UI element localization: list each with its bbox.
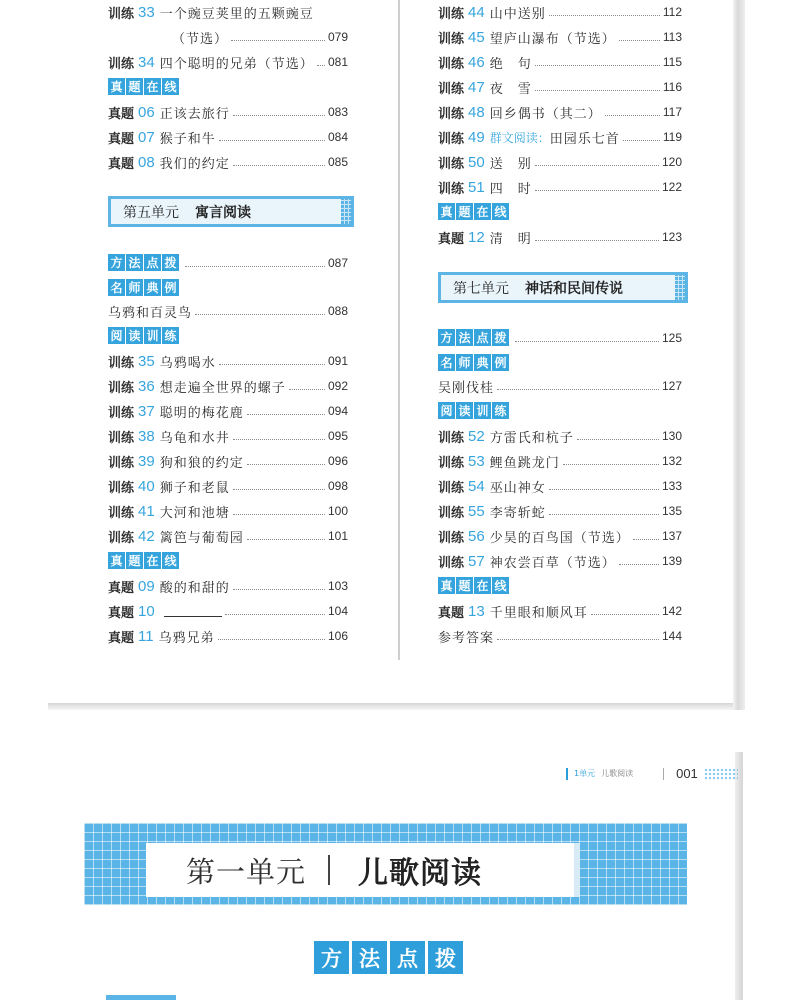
toc-kind: 真题 <box>108 131 135 147</box>
badge-char: 读 <box>456 402 473 419</box>
badge-char: 在 <box>144 552 161 569</box>
toc-kind: 训练 <box>438 56 465 72</box>
unit-heading <box>438 272 688 303</box>
toc-title: 送 别 <box>489 156 532 172</box>
toc-page-number: 135 <box>661 504 682 518</box>
badge-char: 练 <box>492 402 509 419</box>
toc-row <box>108 151 348 173</box>
toc-number: 48 <box>468 103 485 121</box>
leader-dots <box>535 240 659 241</box>
toc-title: 狮子和老鼠 <box>159 480 230 496</box>
toc-row <box>108 525 348 547</box>
toc-number: 09 <box>138 577 155 595</box>
toc-kind: 真题 <box>108 630 135 646</box>
badge-char: 方 <box>438 329 455 346</box>
section-badge-char: 方 <box>314 941 349 974</box>
badge-char: 读 <box>126 327 143 344</box>
toc-row <box>108 400 348 422</box>
badge-char: 方 <box>108 254 125 271</box>
badge-char: 在 <box>474 203 491 220</box>
badge-char: 在 <box>144 78 161 95</box>
leader-dots <box>247 464 325 465</box>
toc-number: 08 <box>138 153 155 171</box>
toc-kind: 真题 <box>108 580 135 596</box>
toc-kind: 训练 <box>108 480 135 496</box>
toc-page-number: 088 <box>327 304 348 318</box>
toc-title: 猴子和牛 <box>159 131 216 147</box>
leader-dots <box>233 439 325 440</box>
toc-kind: 训练 <box>438 530 465 546</box>
toc-page-number: 092 <box>327 379 348 393</box>
toc-title: 聪明的梅花鹿 <box>159 405 244 421</box>
toc-row <box>108 500 348 522</box>
toc-row <box>438 500 682 522</box>
badge-char: 法 <box>456 329 473 346</box>
badge-char: 名 <box>108 279 125 296</box>
toc-kind: 训练 <box>108 405 135 421</box>
toc-page-number: 095 <box>327 429 348 443</box>
toc-title: 少昊的百鸟国（节选） <box>489 530 630 546</box>
toc-title: 酸的和甜的 <box>159 580 230 596</box>
toc-number: 55 <box>468 502 485 520</box>
unit-label: 第一单元 <box>186 854 307 889</box>
toc-title: 四个聪明的兄弟（节选） <box>159 56 314 72</box>
toc-page-number: 081 <box>327 55 348 69</box>
leader-dots <box>619 564 659 565</box>
badge-char: 法 <box>126 254 143 271</box>
toc-row <box>438 450 682 472</box>
badge-char: 题 <box>456 577 473 594</box>
toc-kind: 训练 <box>438 106 465 122</box>
unit-title-divider <box>328 855 330 885</box>
toc-kind: 真题 <box>438 605 465 621</box>
toc-number: 40 <box>138 477 155 495</box>
badge-char: 在 <box>474 577 491 594</box>
badge-char: 真 <box>108 78 125 95</box>
toc-page-number: 127 <box>661 379 682 393</box>
leader-dots <box>225 614 325 615</box>
toc-title: 田园乐七首 <box>549 131 620 147</box>
toc-section-badge <box>438 577 509 597</box>
dot-pattern-icon <box>704 768 738 780</box>
toc-kind: 训练 <box>438 430 465 446</box>
badge-char: 题 <box>126 552 143 569</box>
leader-dots <box>233 589 325 590</box>
badge-char: 真 <box>438 577 455 594</box>
toc-row <box>108 300 348 322</box>
toc-number: 49 <box>468 128 485 146</box>
toc-title: 想走遍全世界的螺子 <box>159 380 286 396</box>
toc-page-number: 116 <box>662 80 682 94</box>
badge-char: 典 <box>474 354 491 371</box>
toc-title: （节选） <box>172 31 229 47</box>
toc-page-number: 098 <box>327 479 348 493</box>
toc-row <box>108 126 348 148</box>
leader-dots <box>231 40 325 41</box>
toc-title: 一个豌豆荚里的五颗豌豆 <box>159 6 314 22</box>
toc-number: 41 <box>138 502 155 520</box>
toc-page-number: 137 <box>661 529 682 543</box>
toc-row <box>438 1 682 23</box>
toc-number: 10 <box>138 602 155 620</box>
toc-section-badge <box>438 402 509 422</box>
leader-dots <box>233 489 325 490</box>
badge-char: 线 <box>162 78 179 95</box>
spread-shadow <box>48 703 744 710</box>
toc-section-badge <box>438 354 509 374</box>
leader-dots <box>497 639 659 640</box>
toc-row <box>438 176 682 198</box>
toc-number: 46 <box>468 53 485 71</box>
toc-title: 乌鸦和百灵鸟 <box>108 305 193 321</box>
toc-row <box>438 425 682 447</box>
toc-kind: 训练 <box>108 505 135 521</box>
grid-pattern-icon <box>341 199 351 224</box>
leader-dots <box>247 414 325 415</box>
toc-row <box>438 151 682 173</box>
toc-page-number: 085 <box>327 155 348 169</box>
toc-row <box>108 450 348 472</box>
toc-kind: 训练 <box>108 455 135 471</box>
toc-number: 44 <box>468 3 485 21</box>
toc-title: 我们的约定 <box>159 156 230 172</box>
section-badge-method-tips <box>314 941 463 974</box>
toc-number: 51 <box>468 178 485 196</box>
badge-char: 例 <box>162 279 179 296</box>
unit-name: 儿歌阅读 <box>358 856 483 891</box>
toc-kind: 训练 <box>438 6 465 22</box>
toc-number: 57 <box>468 552 485 570</box>
book-spine-divider <box>398 0 400 660</box>
toc-kind: 训练 <box>438 131 465 147</box>
toc-page-number: 144 <box>661 629 682 643</box>
header-accent-bar <box>566 768 568 780</box>
leader-dots <box>233 514 325 515</box>
leader-dots <box>317 65 325 66</box>
leader-dots <box>549 15 660 16</box>
toc-section-badge <box>108 279 179 299</box>
toc-kind: 训练 <box>438 31 465 47</box>
toc-group-reading-prefix: 群文阅读： <box>489 130 550 145</box>
badge-char: 典 <box>144 279 161 296</box>
toc-number: 33 <box>138 3 155 21</box>
toc-number: 54 <box>468 477 485 495</box>
leader-dots <box>185 266 325 267</box>
toc-page-number: 122 <box>661 180 682 194</box>
leader-dots <box>563 464 659 465</box>
badge-char: 拨 <box>492 329 509 346</box>
toc-kind: 训练 <box>108 430 135 446</box>
toc-page-number: 125 <box>661 331 682 345</box>
toc-title: 回乡偶书（其二） <box>489 106 602 122</box>
badge-char: 题 <box>456 203 473 220</box>
toc-number: 07 <box>138 128 155 146</box>
badge-char: 点 <box>144 254 161 271</box>
leader-dots <box>219 140 325 141</box>
toc-kind: 训练 <box>438 555 465 571</box>
badge-char: 线 <box>162 552 179 569</box>
leader-dots <box>619 40 660 41</box>
toc-number: 45 <box>468 28 485 46</box>
spread-page-edge <box>733 0 745 710</box>
badge-char: 真 <box>438 203 455 220</box>
toc-section-badge <box>108 78 179 98</box>
toc-title: 篱笆与葡萄园 <box>159 530 244 546</box>
toc-row <box>108 101 348 123</box>
toc-row <box>108 375 348 397</box>
toc-kind: 真题 <box>108 605 135 621</box>
toc-title: 大河和池塘 <box>159 505 230 521</box>
unit-heading <box>108 196 354 227</box>
header-unit-title: 儿歌阅读 <box>601 769 634 778</box>
toc-row <box>438 76 682 98</box>
toc-title: 狗和狼的约定 <box>159 455 244 471</box>
toc-row <box>438 525 682 547</box>
toc-section-badge <box>108 327 179 347</box>
toc-number: 56 <box>468 527 485 545</box>
toc-row <box>438 600 682 622</box>
toc-page-number: 139 <box>661 554 682 568</box>
badge-char: 训 <box>474 402 491 419</box>
toc-number: 52 <box>468 427 485 445</box>
toc-page-number: 083 <box>327 105 348 119</box>
badge-char: 线 <box>492 577 509 594</box>
toc-blank-title <box>164 605 222 617</box>
leader-dots <box>289 389 325 390</box>
toc-number: 50 <box>468 153 485 171</box>
toc-page-number: 130 <box>661 429 682 443</box>
toc-row <box>108 425 348 447</box>
toc-kind: 训练 <box>438 181 465 197</box>
toc-page-number: 132 <box>661 454 682 468</box>
toc-row <box>438 625 682 647</box>
toc-section-badge <box>438 203 509 223</box>
toc-kind: 训练 <box>438 505 465 521</box>
toc-number: 42 <box>138 527 155 545</box>
running-header <box>566 766 738 781</box>
toc-row <box>438 375 682 397</box>
badge-char: 师 <box>456 354 473 371</box>
unit-title-plate <box>146 843 580 897</box>
leader-dots <box>218 639 325 640</box>
leader-dots <box>549 514 659 515</box>
badge-char: 名 <box>438 354 455 371</box>
badge-char: 训 <box>144 327 161 344</box>
leader-dots <box>535 65 660 66</box>
leader-dots <box>633 539 659 540</box>
bottom-accent-strip <box>106 995 176 1000</box>
toc-page-number: 103 <box>327 579 348 593</box>
unit-banner <box>84 823 687 905</box>
badge-char: 师 <box>126 279 143 296</box>
toc-page-number: 142 <box>661 604 682 618</box>
leader-dots <box>591 614 659 615</box>
toc-title: 吴刚伐桂 <box>438 380 495 396</box>
toc-title: 夜 雪 <box>489 81 532 97</box>
leader-dots <box>623 140 660 141</box>
toc-page-number: 096 <box>327 454 348 468</box>
toc-page-number: 123 <box>661 230 682 244</box>
toc-row <box>108 475 348 497</box>
toc-kind: 训练 <box>108 56 135 72</box>
toc-title: 李寄斩蛇 <box>489 505 546 521</box>
toc-title: 方雷氏和杭子 <box>489 430 574 446</box>
leader-dots <box>233 165 325 166</box>
unit-heading-name: 寓言阅读 <box>195 204 251 221</box>
toc-kind: 真题 <box>438 231 465 247</box>
toc-number: 53 <box>468 452 485 470</box>
toc-page-number: 104 <box>327 604 348 618</box>
badge-char: 阅 <box>438 402 455 419</box>
toc-row <box>438 550 682 572</box>
toc-row <box>438 475 682 497</box>
toc-page-number: 115 <box>662 55 682 69</box>
leader-dots <box>577 439 659 440</box>
unit-heading-plate <box>111 199 341 224</box>
toc-row <box>438 51 682 73</box>
toc-title: 神农尝百草（节选） <box>489 555 616 571</box>
leader-dots <box>247 539 325 540</box>
toc-number: 06 <box>138 103 155 121</box>
toc-title: 参考答案 <box>438 630 495 646</box>
toc-kind: 真题 <box>108 106 135 122</box>
toc-number: 37 <box>138 402 155 420</box>
badge-char: 点 <box>474 329 491 346</box>
unit-heading-name: 神话和民间传说 <box>525 280 623 297</box>
toc-page-number: 119 <box>662 130 682 144</box>
badge-char: 练 <box>162 327 179 344</box>
badge-char: 真 <box>108 552 125 569</box>
toc-page-number: 100 <box>327 504 348 518</box>
grid-pattern-icon <box>675 275 685 300</box>
leader-dots <box>515 341 659 342</box>
leader-dots <box>233 115 325 116</box>
toc-number: 13 <box>468 602 485 620</box>
badge-char: 拨 <box>162 254 179 271</box>
toc-page-number: 079 <box>327 30 348 44</box>
toc-page-number: 087 <box>327 256 348 270</box>
toc-number: 35 <box>138 352 155 370</box>
toc-title: 乌龟和水井 <box>159 430 230 446</box>
toc-title: 乌鸦喝水 <box>159 355 216 371</box>
toc-row <box>108 350 348 372</box>
leader-dots <box>535 90 660 91</box>
toc-row <box>108 625 348 647</box>
toc-row <box>438 101 682 123</box>
toc-number: 47 <box>468 78 485 96</box>
toc-page-number: 101 <box>327 529 348 543</box>
badge-char: 阅 <box>108 327 125 344</box>
toc-page-number: 113 <box>662 30 682 44</box>
toc-kind: 训练 <box>438 455 465 471</box>
toc-kind: 训练 <box>108 380 135 396</box>
toc-kind: 训练 <box>108 355 135 371</box>
lesson-page-edge <box>735 752 743 1000</box>
toc-page-number: 112 <box>662 5 682 19</box>
toc-number: 34 <box>138 53 155 71</box>
header-unit: 1单元 <box>574 769 596 778</box>
toc-row <box>108 51 348 73</box>
leader-dots <box>195 314 325 315</box>
leader-dots <box>497 389 659 390</box>
page-number: 001 <box>676 766 698 781</box>
badge-char: 题 <box>126 78 143 95</box>
toc-title: 正该去旅行 <box>159 106 230 122</box>
toc-row <box>438 226 682 248</box>
toc-page-number: 106 <box>327 629 348 643</box>
leader-dots <box>549 489 659 490</box>
toc-title: 乌鸦兄弟 <box>158 630 215 646</box>
leader-dots <box>605 115 660 116</box>
toc-title: 绝 句 <box>489 56 532 72</box>
section-badge-char: 拨 <box>428 941 463 974</box>
toc-title: 望庐山瀑布（节选） <box>489 31 616 47</box>
unit-heading-plate <box>441 275 675 300</box>
toc-page-number: 084 <box>327 130 348 144</box>
badge-char: 线 <box>492 203 509 220</box>
unit-heading-label: 第七单元 <box>453 280 509 297</box>
toc-row <box>108 252 348 274</box>
unit-heading-label: 第五单元 <box>123 204 179 221</box>
toc-title: 鲤鱼跳龙门 <box>489 455 560 471</box>
toc-row <box>438 126 682 148</box>
toc-number: 39 <box>138 452 155 470</box>
leader-dots <box>535 165 659 166</box>
toc-kind: 训练 <box>108 530 135 546</box>
leader-dots <box>219 364 325 365</box>
toc-row <box>108 575 348 597</box>
toc-section-badge <box>108 552 179 572</box>
toc-kind: 真题 <box>108 156 135 172</box>
section-badge-char: 点 <box>390 941 425 974</box>
toc-kind: 训练 <box>438 81 465 97</box>
header-separator <box>663 768 664 780</box>
toc-number: 11 <box>138 627 154 645</box>
leader-dots <box>535 190 659 191</box>
toc-page-number: 091 <box>327 354 348 368</box>
toc-kind: 训练 <box>438 156 465 172</box>
section-badge-char: 法 <box>352 941 387 974</box>
toc-page-number: 133 <box>661 479 682 493</box>
toc-row <box>108 26 348 48</box>
toc-row <box>438 327 682 349</box>
toc-title: 千里眼和顺风耳 <box>489 605 588 621</box>
toc-title: 巫山神女 <box>489 480 546 496</box>
toc-page-number: 117 <box>662 105 682 119</box>
toc-title: 四 时 <box>489 181 532 197</box>
toc-row <box>108 600 348 622</box>
toc-page-number: 094 <box>327 404 348 418</box>
toc-kind: 训练 <box>108 6 135 22</box>
badge-char: 例 <box>492 354 509 371</box>
toc-number: 38 <box>138 427 155 445</box>
toc-number: 36 <box>138 377 155 395</box>
toc-page-number: 120 <box>661 155 682 169</box>
toc-kind: 训练 <box>438 480 465 496</box>
toc-row <box>438 26 682 48</box>
toc-title: 清 明 <box>489 231 532 247</box>
toc-number: 12 <box>468 228 485 246</box>
toc-title: 山中送别 <box>489 6 546 22</box>
toc-row <box>108 1 348 23</box>
